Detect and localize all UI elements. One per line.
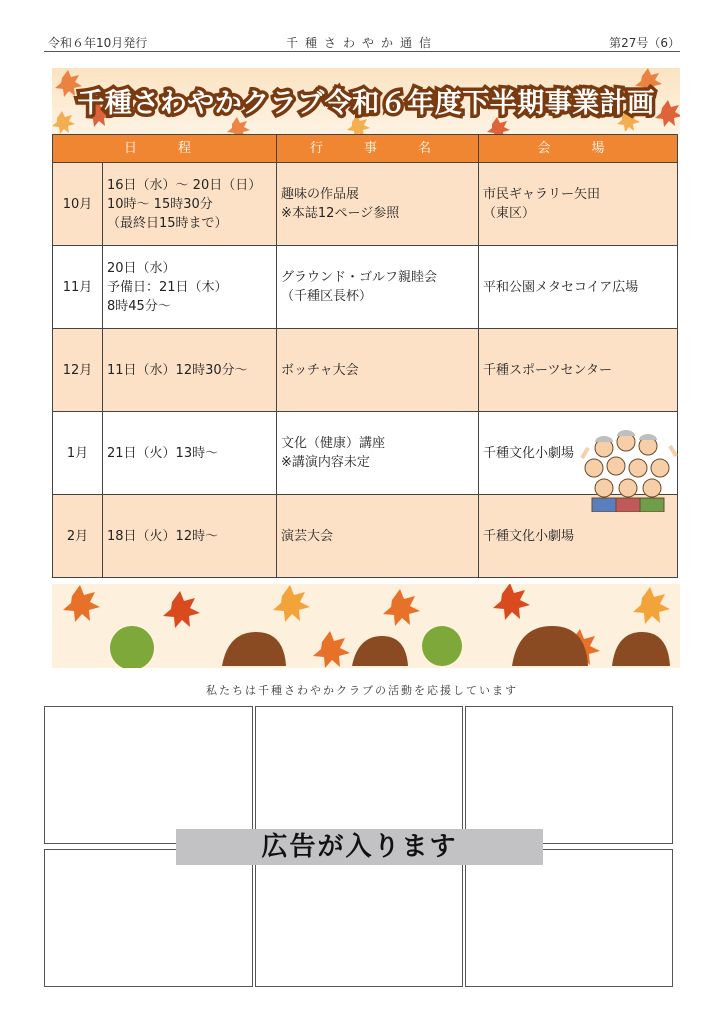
date-line: 20日（水） xyxy=(107,260,176,276)
venue-line: 千種スポーツセンター xyxy=(483,362,612,378)
date-cell xyxy=(103,163,277,246)
column-header-event: 行 事 名 xyxy=(277,135,479,163)
month-cell: 12月 xyxy=(53,329,103,412)
ad-slot xyxy=(465,849,673,987)
ad-slot xyxy=(255,706,463,844)
event-line: ※本誌12ページ参照 xyxy=(281,206,400,221)
month-cell: 11月 xyxy=(53,246,103,329)
venue-line: 千種文化小劇場 xyxy=(483,528,575,544)
date-line: 18日（火）12時～ xyxy=(107,528,219,544)
people-cheering-icon xyxy=(578,428,682,512)
ad-slot xyxy=(44,706,253,844)
ad-slot xyxy=(44,849,253,987)
date-line: 予備日：21日（木） xyxy=(107,279,228,295)
banner-title: 千種さわやかクラブ令和６年度下半期事業計画 xyxy=(77,88,655,119)
event-cell xyxy=(277,163,479,246)
month-cell: 10月 xyxy=(53,163,103,246)
event-line: ※講演内容未定 xyxy=(281,455,370,470)
table-row xyxy=(53,246,678,329)
table-row xyxy=(53,163,678,246)
event-cell xyxy=(277,246,479,329)
ad-slot xyxy=(465,706,673,844)
month-cell: 1月 xyxy=(53,412,103,495)
venue-line: 千種文化小劇場 xyxy=(483,445,575,461)
table-row xyxy=(53,329,678,412)
newsletter-title: 千種さわやか通信 xyxy=(285,36,438,50)
event-cell xyxy=(277,495,479,578)
venue-cell xyxy=(479,246,678,329)
venue-line: （東区） xyxy=(483,206,536,221)
column-header-schedule: 日 程 xyxy=(53,135,277,163)
date-line: 11日（水）12時30分～ xyxy=(107,362,248,378)
venue-line: 平和公園メタセコイア広場 xyxy=(483,279,639,295)
autumn-leaves-decoration xyxy=(52,584,680,668)
date-cell xyxy=(103,495,277,578)
issue-date: 令和６年10月発行 xyxy=(48,36,148,50)
event-cell xyxy=(277,412,479,495)
venue-line: 市民ギャラリー矢田 xyxy=(483,187,601,202)
date-line: 21日（火）13時～ xyxy=(107,445,219,461)
event-line: ボッチャ大会 xyxy=(281,362,359,378)
date-cell xyxy=(103,246,277,329)
date-line: 16日（水）～ 20日（日） xyxy=(107,177,262,193)
event-line: 文化（健康）講座 xyxy=(281,436,386,451)
title-banner xyxy=(52,68,680,134)
date-line: 10時～ 15時30分 xyxy=(107,196,213,212)
date-cell xyxy=(103,412,277,495)
event-line: 趣味の作品展 xyxy=(281,187,360,202)
venue-cell xyxy=(479,163,678,246)
ad-slot xyxy=(255,849,463,987)
date-line: （最終日15時まで） xyxy=(107,215,228,231)
month-cell: 2月 xyxy=(53,495,103,578)
event-line: グラウンド・ゴルフ親睦会 xyxy=(281,270,438,285)
header-rule xyxy=(44,51,680,52)
venue-cell xyxy=(479,329,678,412)
support-message: 私たちは千種さわやかクラブの活動を応援しています xyxy=(206,684,518,697)
event-cell xyxy=(277,329,479,412)
column-header-venue: 会 場 xyxy=(479,135,678,163)
page-header xyxy=(44,30,680,52)
date-line: 8時45分～ xyxy=(107,298,171,314)
event-line: 演芸大会 xyxy=(281,528,334,544)
date-cell xyxy=(103,329,277,412)
ad-placeholder-banner: 広告が入ります xyxy=(176,829,543,865)
event-line: （千種区長杯） xyxy=(281,289,373,304)
issue-number: 第27号（6） xyxy=(609,36,680,50)
table-header-row xyxy=(53,135,678,163)
